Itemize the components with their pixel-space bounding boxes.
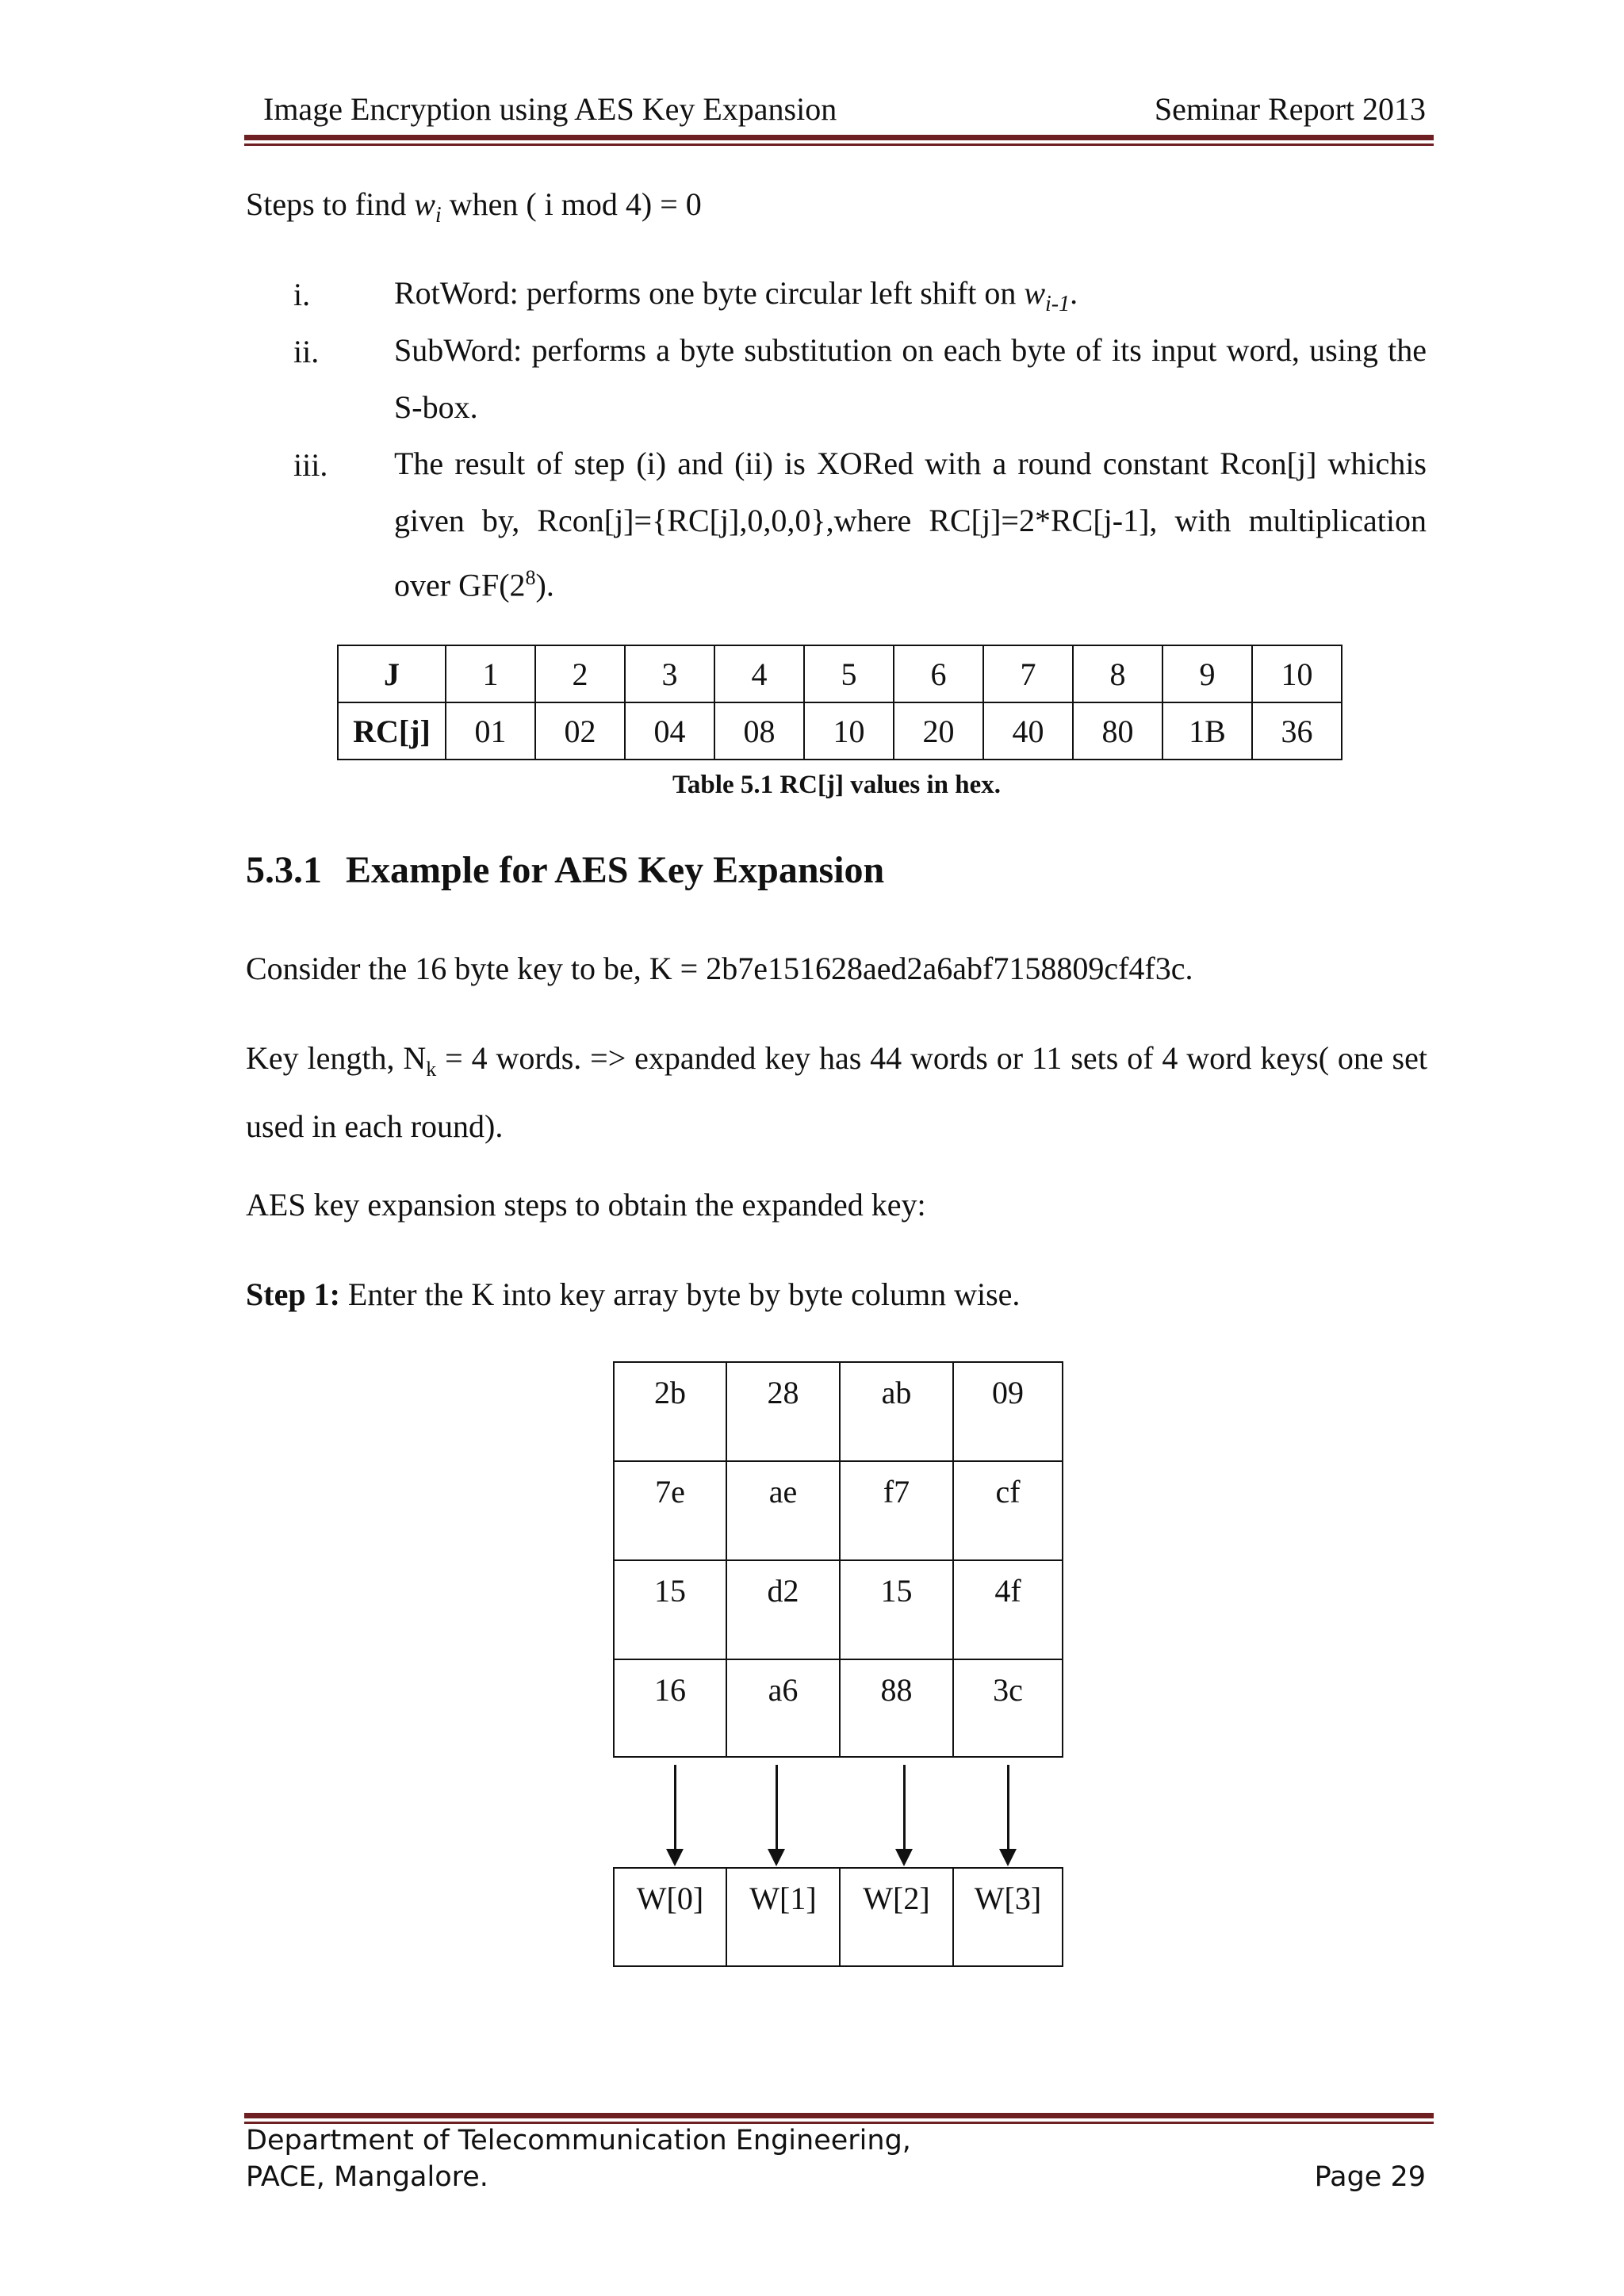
word-label: W[3] (974, 1881, 1042, 1916)
section-number: 5.3.1 (246, 849, 322, 891)
key-byte-cell: cf (995, 1474, 1021, 1510)
rc-table (337, 645, 1342, 760)
word-label: W[0] (636, 1881, 704, 1916)
key-byte-cell: 15 (880, 1573, 913, 1609)
section-title: Example for AES Key Expansion (346, 849, 885, 891)
key-byte-cell: 3c (993, 1672, 1023, 1708)
arrow-head-icon (999, 1849, 1017, 1866)
key-byte-cell: 28 (767, 1375, 799, 1410)
footer-rule-thick (244, 2113, 1434, 2118)
step-text: SubWord: performs a byte substitution on each byte of its input word, using the S-box. (394, 332, 1427, 425)
key-byte-cell: f7 (883, 1474, 910, 1510)
rc-table-cell: 10 (804, 702, 894, 760)
arrow-head-icon (666, 1849, 684, 1866)
rc-table-cell: 04 (625, 702, 714, 760)
step1-label: Step 1: (246, 1276, 340, 1312)
rc-table-cell: 80 (1073, 702, 1162, 760)
step-text: RotWord: performs one byte circular left shift on $w_{i-1}$. (394, 275, 1078, 316)
header-title: Image Encryption using AES Key Expansion (263, 91, 837, 127)
rc-table-cell: 2 (535, 645, 625, 702)
rc-table-cell: 02 (535, 702, 625, 760)
footer-department: Department of Telecommunication Engineering, (246, 2125, 911, 2156)
rc-table-cell: 1B (1162, 702, 1252, 760)
table-caption: Table 5.1 RC[j] values in hex. (672, 771, 1002, 799)
key-byte-cell: 09 (992, 1375, 1024, 1410)
down-arrow-icon (903, 1765, 906, 1850)
rc-table-cell: 3 (625, 645, 714, 702)
word-label: W[2] (863, 1881, 930, 1916)
rc-table-cell: 5 (804, 645, 894, 702)
step-text: The result of step (i) and (ii) is XORed with a round constant Rcon[j] whichis given by, Rcon[j]={RC[j],0,0,0},where RC[j]=2*RC[j-1], with multiplication over $GF(2^8)$. (394, 446, 1427, 603)
header-report: Seminar Report 2013 (1154, 91, 1426, 127)
grid-line (615, 1659, 1062, 1660)
key-line: Consider the 16 byte key to be, K = 2b7e151628aed2a6abf7158809cf4f3c. (246, 951, 1193, 986)
key-byte-cell: ae (768, 1474, 798, 1510)
rc-table-cell: 08 (714, 702, 804, 760)
rc-table-cell: 7 (983, 645, 1073, 702)
down-arrow-icon (1007, 1765, 1009, 1850)
rc-table-row-rc (338, 702, 1342, 760)
footer-place: PACE, Mangalore. (246, 2161, 488, 2193)
key-byte-cell: 16 (654, 1672, 686, 1708)
header-rule-thick (244, 135, 1434, 140)
rc-table-rc-label: RC[j] (338, 702, 446, 760)
rc-table-cell: 36 (1252, 702, 1342, 760)
step1-line: Step 1: Enter the K into key array byte by byte column wise. (246, 1276, 1021, 1312)
key-byte-cell: 2b (654, 1375, 686, 1410)
key-byte-cell: d2 (767, 1573, 799, 1609)
key-length-paragraph: Key length, $N_k = 4$ words. => expanded key has 44 words or 11 sets of 4 word keys( one set used in each round). (246, 1040, 1427, 1144)
rc-table-cell: 40 (983, 702, 1073, 760)
footer-rule-thin (244, 2122, 1434, 2124)
key-byte-cell: 88 (880, 1672, 913, 1708)
key-byte-cell: 4f (994, 1573, 1021, 1609)
intro-line: Steps to find $w_i$ when ( i mod 4) = 0 (246, 186, 702, 228)
rc-table-cell: 8 (1073, 645, 1162, 702)
word-boxes (613, 1867, 1063, 1967)
grid-line (615, 1559, 1062, 1561)
key-byte-cell: a6 (768, 1672, 799, 1708)
step-number: i. (293, 277, 311, 312)
down-arrow-icon (776, 1765, 778, 1850)
page-number: Page 29 (1314, 2161, 1426, 2193)
rc-table-cell: 20 (894, 702, 983, 760)
key-byte-cell: ab (881, 1375, 912, 1410)
rc-table-cell: 4 (714, 645, 804, 702)
grid-line (615, 1460, 1062, 1462)
rc-table-row-j (338, 645, 1342, 702)
step-number: ii. (293, 334, 320, 369)
key-byte-cell: 15 (654, 1573, 686, 1609)
step-number: iii. (293, 447, 328, 483)
header-rule-thin (244, 144, 1434, 146)
rc-table-cell: 10 (1252, 645, 1342, 702)
rc-table-j-label: J (338, 645, 446, 702)
rc-table-cell: 01 (446, 702, 535, 760)
rc-table-cell: 9 (1162, 645, 1252, 702)
word-label: W[1] (749, 1881, 817, 1916)
arrow-head-icon (768, 1849, 785, 1866)
key-array (613, 1361, 1063, 1758)
arrow-head-icon (895, 1849, 913, 1866)
page-header (0, 0, 1624, 151)
key-byte-cell: 7e (655, 1474, 685, 1510)
steps-intro: AES key expansion steps to obtain the expanded key: (246, 1187, 926, 1223)
rc-table-cell: 6 (894, 645, 983, 702)
down-arrow-icon (674, 1765, 676, 1850)
rc-table-cell: 1 (446, 645, 535, 702)
section-heading (246, 848, 884, 892)
